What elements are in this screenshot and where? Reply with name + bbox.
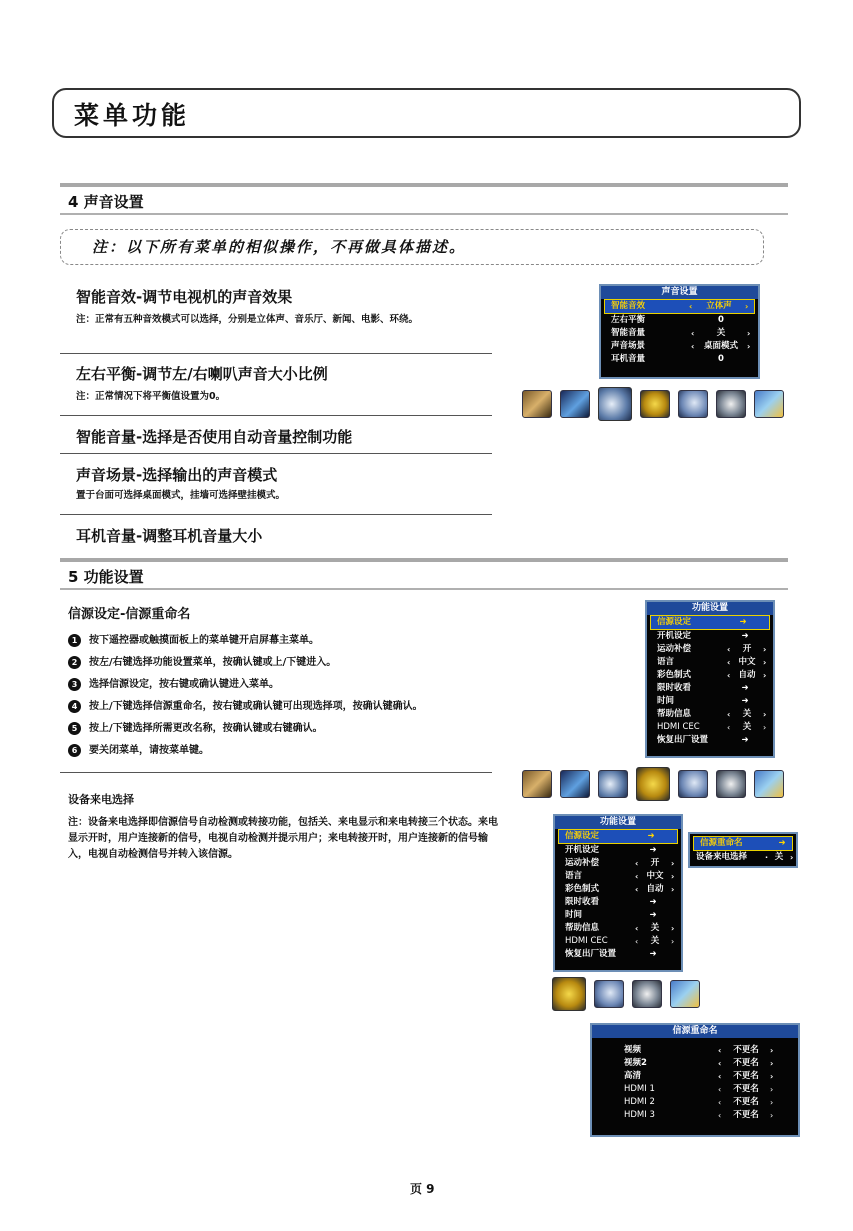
menu-item-time[interactable] (647, 695, 773, 708)
menu-item-time-limit[interactable] (555, 896, 681, 909)
subsection-note: 注：设备来电选择即信源信号自动检测或转接功能，包括关、来电显示和来电转接三个状态。来电显示开时，用户连接新的信号，电视自动检测并提示用户；来电转接开时，用户连接新的信号输入，电视自动检测信号并转入该信源。 (68, 817, 498, 860)
right-arrow-icon: › (770, 1085, 774, 1094)
step-number: 3 (68, 678, 81, 691)
separator (60, 514, 492, 515)
step-text: 按左/右键选择功能设置菜单，按确认键或上/下键进入。 (89, 657, 337, 668)
left-arrow-icon: ‹ (718, 1046, 722, 1055)
right-arrow-icon: › (747, 329, 751, 338)
feature-title: 智能音量-选择是否使用自动音量控制功能 (76, 428, 353, 446)
left-arrow-icon: ‹ (691, 329, 695, 338)
menu-item-label: 彩色制式 (565, 884, 600, 894)
sound-icon[interactable] (598, 770, 628, 798)
menu-item-smart-sound[interactable] (604, 299, 755, 314)
menu-item-label: 帮助信息 (565, 923, 600, 933)
menu-item-label: HDMI CEC (657, 722, 700, 732)
feature-note: 置于台面可选择桌面模式，挂墙可选择壁挂模式。 (76, 490, 286, 501)
menu-item-value: 关 (650, 923, 660, 933)
subsection-title: 信源设定-信源重命名 (68, 607, 191, 622)
menu-item-value: 关 (716, 328, 726, 338)
function-icon[interactable] (636, 767, 670, 801)
menu-icon-strip (552, 980, 700, 1011)
menu-item-label: 设备来电选择 (696, 852, 748, 862)
menu-item-label: 恢复出厂设置 (565, 949, 617, 959)
menu-item-value: ➜ (739, 617, 747, 627)
menu-item-value: ➜ (649, 845, 657, 855)
left-arrow-icon: ‹ (691, 342, 695, 351)
menu-item-value: ➜ (741, 631, 749, 641)
right-arrow-icon: › (770, 1098, 774, 1107)
menu-item-value: ➜ (741, 735, 749, 745)
section5-title: 5 功能设置 (68, 568, 144, 586)
menu-item-label: 时间 (657, 696, 675, 706)
menu-item-source-rename[interactable] (693, 836, 793, 851)
menu-item-label: 视频 (624, 1045, 642, 1055)
left-arrow-icon: ‹ (718, 1111, 722, 1120)
menu-item-label: HDMI 3 (624, 1110, 655, 1120)
rename-item[interactable] (592, 1070, 798, 1083)
section-divider (60, 213, 788, 215)
right-arrow-icon: › (763, 723, 767, 732)
right-arrow-icon: › (671, 859, 675, 868)
separator (60, 353, 492, 354)
menu-item-label: 恢复出厂设置 (657, 735, 709, 745)
setup-icon[interactable] (716, 770, 746, 798)
rename-item[interactable] (592, 1044, 798, 1057)
menu-item-label: 语言 (565, 871, 583, 881)
menu-item-label: 智能音效 (611, 301, 646, 311)
menu-item-label: 耳机音量 (611, 354, 646, 364)
menu-item-value: 中文 (646, 871, 664, 881)
menu-icon-strip (522, 390, 784, 421)
right-arrow-icon: › (671, 885, 675, 894)
menu-item-value: ➜ (649, 910, 657, 920)
step-item (68, 630, 508, 652)
menu-item-value: 不更名 (733, 1058, 759, 1068)
menu-item-value: 不更名 (733, 1097, 759, 1107)
feature-title: 声音场景-选择输出的声音模式 (76, 466, 278, 484)
left-arrow-icon: ‹ (635, 937, 639, 946)
menu-item-balance[interactable] (601, 314, 758, 327)
right-arrow-icon: › (671, 924, 675, 933)
lock-icon[interactable] (754, 390, 784, 418)
menu-item-value: 中文 (738, 657, 756, 667)
menu-item-device-call[interactable] (690, 851, 796, 864)
menu-item-source-settings[interactable] (558, 829, 678, 844)
menu-item-label: 运动补偿 (657, 644, 692, 654)
step-text: 按上/下键选择信源重命名，按右键或确认键可出现选择项，按确认键确认。 (89, 701, 423, 712)
left-arrow-icon: ‹ (635, 872, 639, 881)
step-number: 6 (68, 744, 81, 757)
step-item (68, 652, 508, 674)
channel-icon[interactable] (522, 770, 552, 798)
page-title: 菜单功能 (74, 101, 191, 130)
menu-item-label: 开机设定 (657, 631, 692, 641)
menu-item-label: HDMI CEC (565, 936, 608, 946)
menu-item-value: 自动 (646, 884, 664, 894)
menu-item-value: 0 (718, 354, 724, 364)
function-settings-menu (645, 600, 775, 758)
source-settings-submenu (688, 832, 798, 868)
separator (60, 415, 492, 416)
step-number: 4 (68, 700, 81, 713)
left-arrow-icon: ‹ (727, 645, 731, 654)
section-divider-top (60, 558, 788, 562)
lock-icon[interactable] (670, 980, 700, 1008)
left-arrow-icon: ‹ (635, 924, 639, 933)
menu-item-value: ➜ (778, 838, 786, 848)
steps-list (68, 630, 508, 762)
menu-item-power-settings[interactable] (647, 630, 773, 643)
menu-item-value: 自动 (738, 670, 756, 680)
right-arrow-icon: › (747, 342, 751, 351)
step-item (68, 674, 508, 696)
menu-item-label: 声音场景 (611, 341, 646, 351)
source-rename-menu (590, 1023, 800, 1137)
menu-icon-strip (522, 770, 784, 801)
sound-settings-menu (599, 284, 760, 379)
step-item (68, 696, 508, 718)
menu-item-value: 关 (742, 722, 752, 732)
menu-item-label: 运动补偿 (565, 858, 600, 868)
left-arrow-icon: ‹ (718, 1098, 722, 1107)
menu-item-value: ➜ (741, 683, 749, 693)
rename-item[interactable] (592, 1083, 798, 1096)
right-arrow-icon: › (745, 302, 749, 311)
menu-item-value: 不更名 (733, 1071, 759, 1081)
right-arrow-icon: › (763, 710, 767, 719)
left-arrow-icon: ‹ (727, 710, 731, 719)
menu-item-time[interactable] (555, 909, 681, 922)
step-text: 要关闭菜单，请按菜单键。 (89, 745, 209, 756)
menu-item-language[interactable] (555, 870, 681, 883)
search-icon[interactable] (678, 770, 708, 798)
menu-item-color-system[interactable] (647, 669, 773, 682)
setup-icon[interactable] (716, 390, 746, 418)
menu-item-label: 时间 (565, 910, 583, 920)
menu-item-help-info[interactable] (555, 922, 681, 935)
picture-icon[interactable] (560, 770, 590, 798)
step-text: 选择信源设定，按右键或确认键进入菜单。 (89, 679, 279, 690)
menu-item-label: HDMI 1 (624, 1084, 655, 1094)
menu-item-value: ➜ (649, 949, 657, 959)
note-text: 注：以下所有菜单的相似操作，不再做具体描述。 (92, 238, 467, 256)
left-arrow-icon: ‹ (635, 859, 639, 868)
menu-item-headphone-volume[interactable] (601, 353, 758, 366)
menu-item-label: 信源重命名 (700, 838, 743, 848)
menu-item-hdmi-cec[interactable] (647, 721, 773, 734)
menu-item-value: ➜ (741, 696, 749, 706)
menu-item-motion-compensation[interactable] (555, 857, 681, 870)
left-arrow-icon: ‹ (689, 302, 693, 311)
setup-icon[interactable] (632, 980, 662, 1008)
menu-item-motion-compensation[interactable] (647, 643, 773, 656)
menu-item-factory-reset[interactable] (647, 734, 773, 747)
right-arrow-icon: › (790, 853, 794, 862)
step-number: 1 (68, 634, 81, 647)
menu-item-value: 不更名 (733, 1084, 759, 1094)
function-settings-menu (553, 814, 683, 972)
menu-item-value: ➜ (649, 897, 657, 907)
right-arrow-icon: › (770, 1059, 774, 1068)
menu-item-value: 开 (742, 644, 752, 654)
menu-item-label: 高清 (624, 1071, 642, 1081)
right-arrow-icon: › (763, 658, 767, 667)
step-text: 按上/下键选择所需更改名称，按确认键或右键确认。 (89, 723, 323, 734)
separator (60, 772, 492, 773)
menu-item-label: 左右平衡 (611, 315, 646, 325)
menu-item-value: 不更名 (733, 1110, 759, 1120)
menu-item-label: HDMI 2 (624, 1097, 655, 1107)
search-icon[interactable] (594, 980, 624, 1008)
menu-item-power-settings[interactable] (555, 844, 681, 857)
menu-item-value: 桌面模式 (703, 341, 738, 351)
left-arrow-icon: · (765, 853, 769, 862)
feature-title: 耳机音量-调整耳机音量大小 (76, 527, 263, 545)
function-icon[interactable] (640, 390, 670, 418)
menu-item-sound-scene[interactable] (601, 340, 758, 353)
rename-item[interactable] (592, 1096, 798, 1109)
left-arrow-icon: ‹ (727, 671, 731, 680)
menu-item-label: 信源设定 (657, 617, 692, 627)
search-icon[interactable] (678, 390, 708, 418)
menu-item-value: 关 (774, 852, 784, 862)
separator (60, 453, 492, 454)
menu-item-label: 视频2 (624, 1058, 647, 1068)
step-number: 5 (68, 722, 81, 735)
menu-item-label: 信源设定 (565, 831, 600, 841)
menu-header: 信源重命名 (592, 1025, 798, 1038)
rename-item[interactable] (592, 1057, 798, 1070)
menu-item-value: 关 (742, 709, 752, 719)
sound-icon[interactable] (598, 387, 632, 421)
menu-item-value: ➜ (647, 831, 655, 841)
right-arrow-icon: › (770, 1046, 774, 1055)
function-icon[interactable] (552, 977, 586, 1011)
menu-item-label: 彩色制式 (657, 670, 692, 680)
lock-icon[interactable] (754, 770, 784, 798)
left-arrow-icon: ‹ (635, 885, 639, 894)
menu-item-language[interactable] (647, 656, 773, 669)
picture-icon[interactable] (560, 390, 590, 418)
step-text: 按下遥控器或触摸面板上的菜单键开启屏幕主菜单。 (89, 635, 319, 646)
menu-item-value: 立体声 (706, 301, 732, 311)
menu-item-smart-volume[interactable] (601, 327, 758, 340)
menu-item-value: 0 (718, 315, 724, 325)
left-arrow-icon: ‹ (727, 723, 731, 732)
menu-item-value: 不更名 (733, 1045, 759, 1055)
feature-title: 左右平衡-调节左/右喇叭声音大小比例 (76, 365, 328, 383)
feature-note: 注：正常有五种音效模式可以选择，分别是立体声、音乐厅、新闻、电影、环绕。 (76, 314, 419, 325)
menu-header: 功能设置 (555, 816, 681, 829)
subsection-title: 设备来电选择 (68, 793, 134, 806)
menu-item-time-limit[interactable] (647, 682, 773, 695)
step-number: 2 (68, 656, 81, 669)
menu-item-source-settings[interactable] (650, 615, 770, 630)
right-arrow-icon: › (671, 937, 675, 946)
menu-item-label: 限时收看 (565, 897, 600, 907)
right-arrow-icon: › (770, 1111, 774, 1120)
step-item (68, 740, 508, 762)
section-divider-top (60, 183, 788, 187)
menu-item-label: 智能音量 (611, 328, 646, 338)
menu-item-value: 开 (650, 858, 660, 868)
right-arrow-icon: › (671, 872, 675, 881)
rename-item[interactable] (592, 1109, 798, 1122)
menu-item-value: 关 (650, 936, 660, 946)
menu-item-label: 开机设定 (565, 845, 600, 855)
right-arrow-icon: › (763, 671, 767, 680)
menu-item-factory-reset[interactable] (555, 948, 681, 961)
menu-item-label: 限时收看 (657, 683, 692, 693)
menu-header: 声音设置 (601, 286, 758, 299)
section4-title: 4 声音设置 (68, 193, 144, 211)
page-number: 页 9 (410, 1182, 435, 1196)
menu-item-help-info[interactable] (647, 708, 773, 721)
feature-note: 注：正常情况下将平衡值设置为0。 (76, 391, 226, 402)
left-arrow-icon: ‹ (718, 1072, 722, 1081)
left-arrow-icon: ‹ (727, 658, 731, 667)
left-arrow-icon: ‹ (718, 1085, 722, 1094)
menu-item-label: 语言 (657, 657, 675, 667)
feature-title: 智能音效-调节电视机的声音效果 (76, 288, 293, 306)
menu-item-label: 帮助信息 (657, 709, 692, 719)
section-divider (60, 588, 788, 590)
step-item (68, 718, 508, 740)
menu-header: 功能设置 (647, 602, 773, 615)
menu-item-hdmi-cec[interactable] (555, 935, 681, 948)
right-arrow-icon: › (763, 645, 767, 654)
channel-icon[interactable] (522, 390, 552, 418)
menu-item-color-system[interactable] (555, 883, 681, 896)
right-arrow-icon: › (770, 1072, 774, 1081)
left-arrow-icon: ‹ (718, 1059, 722, 1068)
